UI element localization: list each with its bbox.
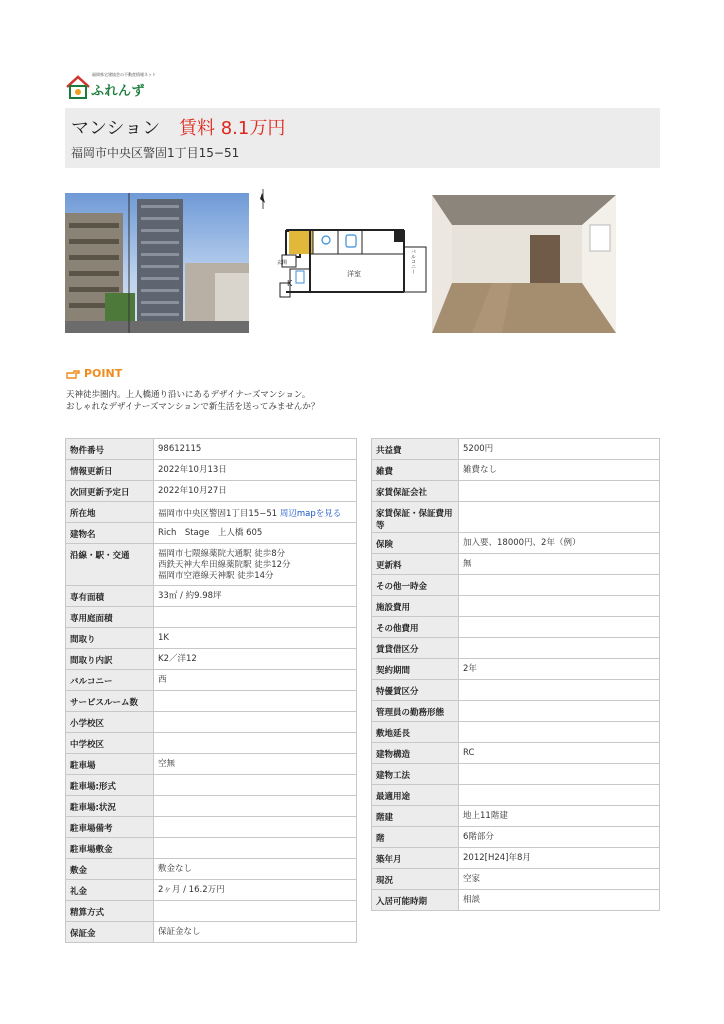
left-spec-label: 専用庭面積 bbox=[66, 607, 154, 628]
left-spec-value-cell bbox=[154, 775, 357, 796]
right-spec-row bbox=[372, 764, 660, 785]
right-spec-label: その他費用 bbox=[372, 617, 459, 638]
floor-plan[interactable] bbox=[256, 187, 428, 305]
left-spec-row bbox=[66, 712, 357, 733]
right-spec-label: 共益費 bbox=[372, 439, 459, 460]
logo-tagline: 福岡県宅建協会の不動産情報ネット bbox=[92, 72, 156, 77]
map-link[interactable]: 周辺mapを見る bbox=[279, 509, 342, 519]
left-spec-value: 福岡市中央区警固1丁目15−51 bbox=[158, 509, 278, 519]
right-spec-row bbox=[372, 806, 660, 827]
left-spec-value-cell bbox=[154, 712, 357, 733]
building-photo[interactable] bbox=[65, 193, 249, 333]
left-spec-row bbox=[66, 817, 357, 838]
left-spec-value-cell bbox=[154, 439, 357, 460]
left-spec-value-cell bbox=[154, 544, 357, 586]
right-spec-label: 建物工法 bbox=[372, 764, 459, 785]
right-spec-value: 雑費なし bbox=[463, 465, 498, 475]
left-spec-value: 2ヶ月 / 16.2万円 bbox=[158, 885, 225, 895]
left-spec-label: 礼金 bbox=[66, 880, 154, 901]
right-spec-label: 家賃保証・保証費用等 bbox=[372, 502, 459, 533]
entrance-label: 玄関 bbox=[277, 260, 288, 266]
right-spec-row bbox=[372, 890, 660, 911]
left-spec-label: 駐車場:状況 bbox=[66, 796, 154, 817]
right-spec-row bbox=[372, 502, 660, 533]
kitchen-label: K bbox=[287, 279, 293, 288]
right-spec-value: 5200円 bbox=[463, 444, 494, 454]
right-spec-row bbox=[372, 575, 660, 596]
left-spec-label: 駐車場備考 bbox=[66, 817, 154, 838]
right-spec-value-cell bbox=[459, 680, 660, 701]
property-address: 福岡市中央区警固1丁目15−51 bbox=[71, 146, 240, 160]
left-spec-row bbox=[66, 607, 357, 628]
left-spec-label: 駐車場:形式 bbox=[66, 775, 154, 796]
left-spec-row bbox=[66, 880, 357, 901]
right-spec-label: 建物構造 bbox=[372, 743, 459, 764]
right-spec-value-cell bbox=[459, 743, 660, 764]
left-spec-row bbox=[66, 859, 357, 880]
left-spec-label: サービスルーム数 bbox=[66, 691, 154, 712]
right-spec-label: 更新料 bbox=[372, 554, 459, 575]
right-spec-value: 空家 bbox=[463, 874, 481, 884]
right-spec-row bbox=[372, 827, 660, 848]
left-spec-value: 2022年10月13日 bbox=[158, 465, 227, 475]
building-illustration bbox=[65, 193, 249, 333]
right-spec-row bbox=[372, 869, 660, 890]
right-spec-row bbox=[372, 533, 660, 554]
left-spec-row bbox=[66, 586, 357, 607]
left-spec-value-cell bbox=[154, 733, 357, 754]
left-spec-value: 保証金なし bbox=[158, 927, 201, 937]
point-label: POINT bbox=[84, 367, 123, 380]
right-spec-value: RC bbox=[463, 748, 475, 758]
right-spec-value-cell bbox=[459, 764, 660, 785]
left-spec-row bbox=[66, 733, 357, 754]
left-spec-value: 福岡市七隈線薬院大通駅 徒歩8分 西鉄天神大牟田線薬院駅 徒歩12分 福岡市空港線天神駅 徒歩14分 bbox=[158, 549, 291, 581]
listing-header bbox=[65, 108, 660, 168]
point-description: 天神徒歩圏内。上人橋通り沿いにあるデザイナーズマンション。 おしゃれなデザイナーズマンションで新生活を送ってみませんか？ bbox=[66, 390, 320, 412]
right-spec-row bbox=[372, 460, 660, 481]
right-spec-label: 雑費 bbox=[372, 460, 459, 481]
left-spec-value-cell bbox=[154, 838, 357, 859]
left-spec-value: 空無 bbox=[158, 759, 176, 769]
spec-table-left bbox=[65, 438, 357, 943]
left-spec-label: 建物名 bbox=[66, 523, 154, 544]
left-spec-value: 西 bbox=[158, 675, 167, 685]
house-logo-icon bbox=[65, 74, 91, 100]
right-spec-value-cell bbox=[459, 806, 660, 827]
left-spec-value: K2／洋12 bbox=[158, 654, 197, 664]
left-spec-value-cell bbox=[154, 817, 357, 838]
left-spec-value: 1K bbox=[158, 633, 169, 643]
logo-brand: ふれんず bbox=[91, 84, 146, 99]
right-spec-label: 特優賃区分 bbox=[372, 680, 459, 701]
right-spec-value-cell bbox=[459, 869, 660, 890]
right-spec-value-cell bbox=[459, 481, 660, 502]
right-spec-label: 現況 bbox=[372, 869, 459, 890]
right-spec-row bbox=[372, 701, 660, 722]
interior-photo[interactable] bbox=[432, 195, 616, 333]
compass-icon bbox=[260, 189, 265, 209]
right-spec-row bbox=[372, 554, 660, 575]
left-spec-row bbox=[66, 838, 357, 859]
left-spec-row bbox=[66, 460, 357, 481]
right-spec-label: 施設費用 bbox=[372, 596, 459, 617]
right-spec-label: 敷地延長 bbox=[372, 722, 459, 743]
left-spec-label: 情報更新日 bbox=[66, 460, 154, 481]
left-spec-value-cell bbox=[154, 901, 357, 922]
right-spec-row bbox=[372, 743, 660, 764]
right-spec-label: 管理員の勤務形態 bbox=[372, 701, 459, 722]
right-spec-value-cell bbox=[459, 460, 660, 481]
pointing-hand-icon bbox=[66, 369, 80, 379]
right-spec-value: 2年 bbox=[463, 664, 477, 674]
left-spec-row bbox=[66, 691, 357, 712]
left-spec-value-cell bbox=[154, 796, 357, 817]
left-spec-value: 98612115 bbox=[158, 444, 202, 454]
left-spec-value-cell bbox=[154, 523, 357, 544]
spec-table-right bbox=[371, 438, 660, 911]
left-spec-label: バルコニー bbox=[66, 670, 154, 691]
left-spec-value-cell bbox=[154, 460, 357, 481]
left-spec-label: 間取り内訳 bbox=[66, 649, 154, 670]
right-spec-row bbox=[372, 722, 660, 743]
western-room-label: 洋室 bbox=[347, 270, 361, 278]
left-spec-row bbox=[66, 628, 357, 649]
right-spec-label: 賃貸借区分 bbox=[372, 638, 459, 659]
left-spec-label: 所在地 bbox=[66, 502, 154, 523]
left-spec-label: 駐車場敷金 bbox=[66, 838, 154, 859]
property-type: マンション bbox=[71, 118, 161, 139]
right-spec-value-cell bbox=[459, 554, 660, 575]
rent-price: 賃料 8.1万円 bbox=[179, 118, 286, 139]
left-spec-value-cell bbox=[154, 754, 357, 775]
left-spec-label: 物件番号 bbox=[66, 439, 154, 460]
left-spec-row bbox=[66, 670, 357, 691]
left-spec-label: 次回更新予定日 bbox=[66, 481, 154, 502]
left-spec-row bbox=[66, 523, 357, 544]
left-spec-value-cell bbox=[154, 922, 357, 943]
right-spec-value: 2012[H24]年8月 bbox=[463, 853, 531, 863]
left-spec-value: 2022年10月27日 bbox=[158, 486, 227, 496]
left-spec-row bbox=[66, 796, 357, 817]
right-spec-value-cell bbox=[459, 827, 660, 848]
right-spec-label: 階建 bbox=[372, 806, 459, 827]
left-spec-value: Rich Stage 上人橋 605 bbox=[158, 528, 263, 538]
left-spec-row bbox=[66, 775, 357, 796]
right-spec-value-cell bbox=[459, 890, 660, 911]
right-spec-row bbox=[372, 785, 660, 806]
right-spec-value-cell bbox=[459, 701, 660, 722]
left-spec-label: 沿線・駅・交通 bbox=[66, 544, 154, 586]
left-spec-value-cell bbox=[154, 607, 357, 628]
interior-illustration bbox=[432, 195, 616, 333]
right-spec-label: 保険 bbox=[372, 533, 459, 554]
left-spec-value: 33㎡ / 約9.98坪 bbox=[158, 591, 222, 601]
left-spec-label: 専有面積 bbox=[66, 586, 154, 607]
right-spec-row bbox=[372, 848, 660, 869]
left-spec-label: 駐車場 bbox=[66, 754, 154, 775]
left-spec-label: 小学校区 bbox=[66, 712, 154, 733]
left-spec-row bbox=[66, 481, 357, 502]
left-spec-row bbox=[66, 901, 357, 922]
right-spec-label: 家賃保証会社 bbox=[372, 481, 459, 502]
left-spec-label: 敷金 bbox=[66, 859, 154, 880]
right-spec-value: 地上11階建 bbox=[463, 811, 508, 821]
left-spec-row bbox=[66, 439, 357, 460]
left-spec-label: 中学校区 bbox=[66, 733, 154, 754]
right-spec-label: 築年月 bbox=[372, 848, 459, 869]
left-spec-row bbox=[66, 502, 357, 523]
left-spec-value-cell bbox=[154, 628, 357, 649]
right-spec-value-cell bbox=[459, 439, 660, 460]
left-spec-value-cell bbox=[154, 670, 357, 691]
left-spec-row bbox=[66, 649, 357, 670]
right-spec-label: 入居可能時期 bbox=[372, 890, 459, 911]
right-spec-value-cell bbox=[459, 722, 660, 743]
right-spec-value: 加入要、18000円、2年（例） bbox=[463, 538, 581, 548]
point-heading bbox=[66, 367, 122, 380]
balcony-label: バルコニー bbox=[410, 249, 416, 274]
floor-plan-drawing bbox=[256, 187, 428, 305]
left-spec-value-cell bbox=[154, 586, 357, 607]
right-spec-value-cell bbox=[459, 502, 660, 533]
right-spec-label: 契約期間 bbox=[372, 659, 459, 680]
right-spec-label: 最適用途 bbox=[372, 785, 459, 806]
right-spec-row bbox=[372, 481, 660, 502]
right-spec-row bbox=[372, 617, 660, 638]
right-spec-value-cell bbox=[459, 638, 660, 659]
right-spec-value-cell bbox=[459, 659, 660, 680]
right-spec-value: 無 bbox=[463, 559, 472, 569]
right-spec-value-cell bbox=[459, 533, 660, 554]
left-spec-row bbox=[66, 754, 357, 775]
right-spec-value-cell bbox=[459, 596, 660, 617]
right-spec-value-cell bbox=[459, 575, 660, 596]
right-spec-label: 階 bbox=[372, 827, 459, 848]
left-spec-value-cell bbox=[154, 859, 357, 880]
right-spec-value: 相談 bbox=[463, 895, 481, 905]
left-spec-value-cell bbox=[154, 502, 357, 523]
right-spec-label: その他一時金 bbox=[372, 575, 459, 596]
left-spec-row bbox=[66, 922, 357, 943]
right-spec-row bbox=[372, 596, 660, 617]
left-spec-value-cell bbox=[154, 481, 357, 502]
right-spec-row bbox=[372, 659, 660, 680]
left-spec-label: 間取り bbox=[66, 628, 154, 649]
right-spec-value-cell bbox=[459, 848, 660, 869]
right-spec-value-cell bbox=[459, 617, 660, 638]
right-spec-row bbox=[372, 638, 660, 659]
left-spec-value-cell bbox=[154, 880, 357, 901]
left-spec-value: 敷金なし bbox=[158, 864, 193, 874]
right-spec-value: 6階部分 bbox=[463, 832, 494, 842]
left-spec-value-cell bbox=[154, 691, 357, 712]
right-spec-value-cell bbox=[459, 785, 660, 806]
site-logo[interactable] bbox=[65, 72, 160, 102]
left-spec-label: 精算方式 bbox=[66, 901, 154, 922]
right-spec-row bbox=[372, 439, 660, 460]
left-spec-value-cell bbox=[154, 649, 357, 670]
right-spec-row bbox=[372, 680, 660, 701]
left-spec-label: 保証金 bbox=[66, 922, 154, 943]
left-spec-row bbox=[66, 544, 357, 586]
